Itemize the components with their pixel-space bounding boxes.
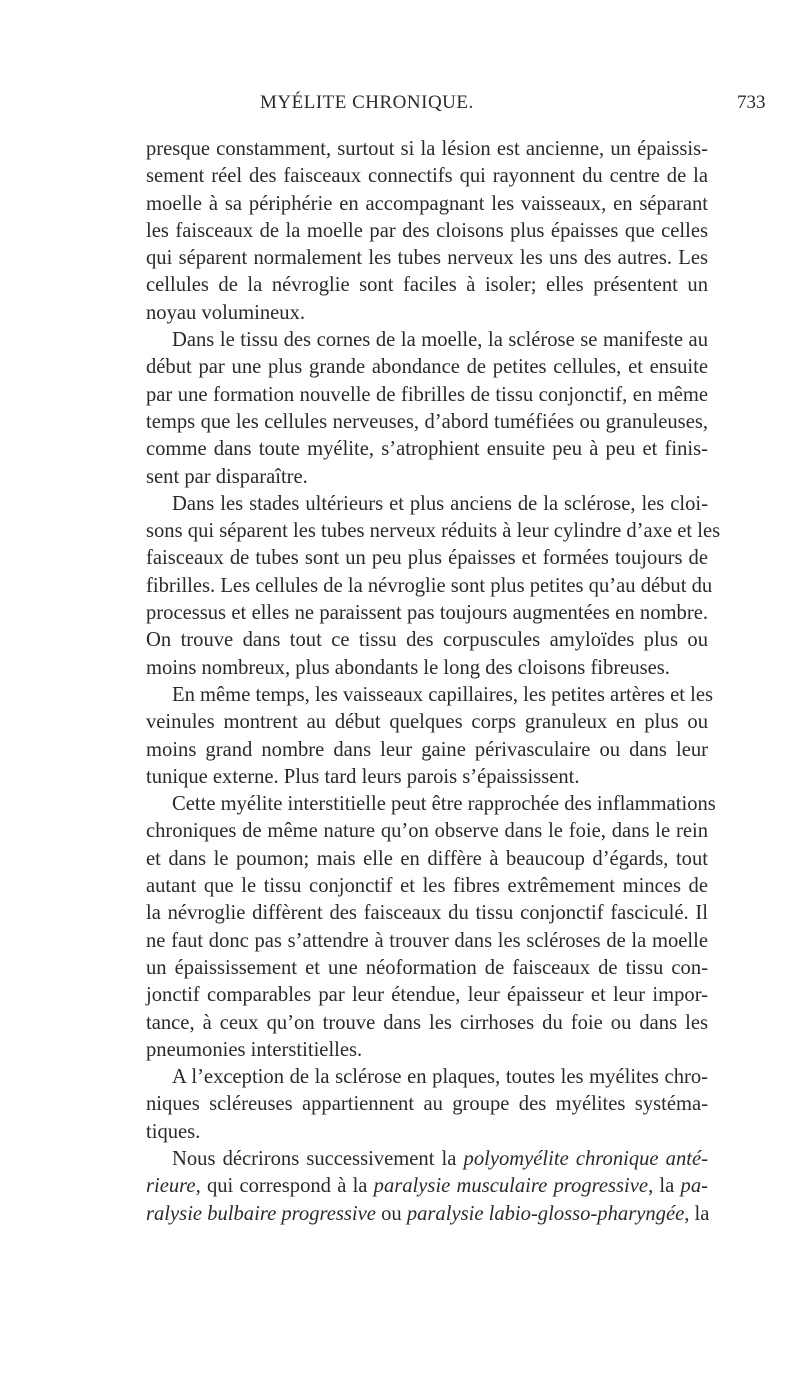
text-line: Cette myélite interstitielle peut être rapprochée des inflammations [172, 793, 716, 816]
text-line: et dans le poumon; mais elle en diffère à beaucoup d’égards, tout [146, 847, 708, 870]
text-line-mixed [146, 1173, 708, 1200]
text-line: On trouve dans tout ce tissu des corpuscules amyloïdes plus ou [146, 629, 708, 652]
text-line: ne faut donc pas s’attendre à trouver dans les scléroses de la moelle [146, 929, 708, 952]
text-line: faisceaux de tubes sont un peu plus épaisses et formées toujours de [146, 547, 708, 570]
text-line: un épaississement et une néoformation de faisceaux de tissu con- [146, 956, 708, 979]
text-line: niques scléreuses appartiennent au groupe des myélites systéma- [146, 1093, 708, 1116]
text-line: début par une plus grande abondance de petites cellules, et ensuite [146, 356, 708, 379]
text-line: moins nombreux, plus abondants le long des cloisons fibreuses. [146, 656, 670, 679]
italic-run: polyomyélite chronique anté- [463, 1147, 708, 1170]
page-number: 733 [737, 92, 766, 113]
text-line: qui séparent normalement les tubes nerveux les uns des autres. Les [146, 247, 708, 270]
text-line: presque constamment, surtout si la lésion est ancienne, un épaissis- [146, 138, 708, 160]
text-line: temps que les cellules nerveuses, d’abord tuméfiées ou granuleuses, [146, 410, 708, 433]
text-line: autant que le tissu conjonctif et les fibres extrêmement minces de [146, 875, 708, 898]
text-line-mixed [146, 1201, 708, 1228]
running-title: MYÉLITE CHRONIQUE. [260, 92, 474, 113]
text-line: noyau volumineux. [146, 301, 306, 324]
text-line: par une formation nouvelle de fibrilles de tissu conjonctif, en même [146, 383, 708, 406]
text-line: moelle à sa périphérie en accompagnant les vaisseaux, en séparant [146, 192, 708, 215]
text-line: fibrilles. Les cellules de la névroglie sont plus petites qu’au début du [146, 574, 713, 597]
text-line-mixed [146, 1146, 708, 1173]
text-run: , qui correspond à la [195, 1175, 374, 1198]
text-line: les faisceaux de la moelle par des cloisons plus épaisses que celles [146, 219, 708, 242]
text-line: moins grand nombre dans leur gaine périvasculaire ou dans leur [146, 738, 708, 761]
text-line: processus et elles ne paraissent pas toujours augmentées en nombre. [146, 602, 708, 625]
text-line: En même temps, les vaisseaux capillaires, les petites artères et les [172, 683, 713, 706]
text-line: sement réel des faisceaux connectifs qui rayonnent du centre de la [146, 165, 708, 188]
text-line: sons qui séparent les tubes nerveux réduits à leur cylindre d’axe et les [146, 520, 721, 543]
text-run: Nous décrirons successivement la [172, 1147, 464, 1170]
text-line: tiques. [146, 1120, 201, 1143]
text-line: chroniques de même nature qu’on observe dans le foie, dans le rein [146, 820, 708, 843]
text-line: A l’exception de la sclérose en plaques, toutes les myélites chro- [172, 1066, 708, 1089]
text-run: , la [648, 1175, 681, 1198]
italic-run: paralysie musculaire progressive [373, 1175, 649, 1198]
text-line: pneumonies interstitielles. [146, 1038, 363, 1061]
text-line: cellules de la névroglie sont faciles à isoler; elles présentent un [146, 274, 708, 297]
text-line: comme dans toute myélite, s’atrophient ensuite peu à peu et finis- [146, 438, 708, 461]
text-line: Dans le tissu des cornes de la moelle, la sclérose se manifeste au [172, 329, 708, 352]
italic-run: ralysie bulbaire progressive [146, 1202, 376, 1225]
italic-run: rieure [146, 1175, 196, 1198]
text-line: tance, à ceux qu’on trouve dans les cirrhoses du foie ou dans les [146, 1011, 708, 1034]
italic-run: pa- [680, 1175, 708, 1198]
running-head [0, 92, 800, 118]
text-line: jonctif comparables par leur étendue, leur épaisseur et leur impor- [146, 984, 708, 1007]
italic-run: paralysie labio-glosso-pharyngée [406, 1202, 685, 1225]
text-run: , la [684, 1202, 710, 1225]
text-line: la névroglie diffèrent des faisceaux du tissu conjonctif fasciculé. Il [146, 902, 708, 925]
text-run: ou [375, 1202, 407, 1225]
body-text [146, 136, 721, 1228]
text-line: veinules montrent au début quelques corps granuleux en plus ou [146, 711, 708, 734]
text-line: sent par disparaître. [146, 465, 308, 488]
text-line: Dans les stades ultérieurs et plus anciens de la sclérose, les cloi- [172, 492, 708, 515]
text-line: tunique externe. Plus tard leurs parois s’épaississent. [146, 765, 580, 788]
